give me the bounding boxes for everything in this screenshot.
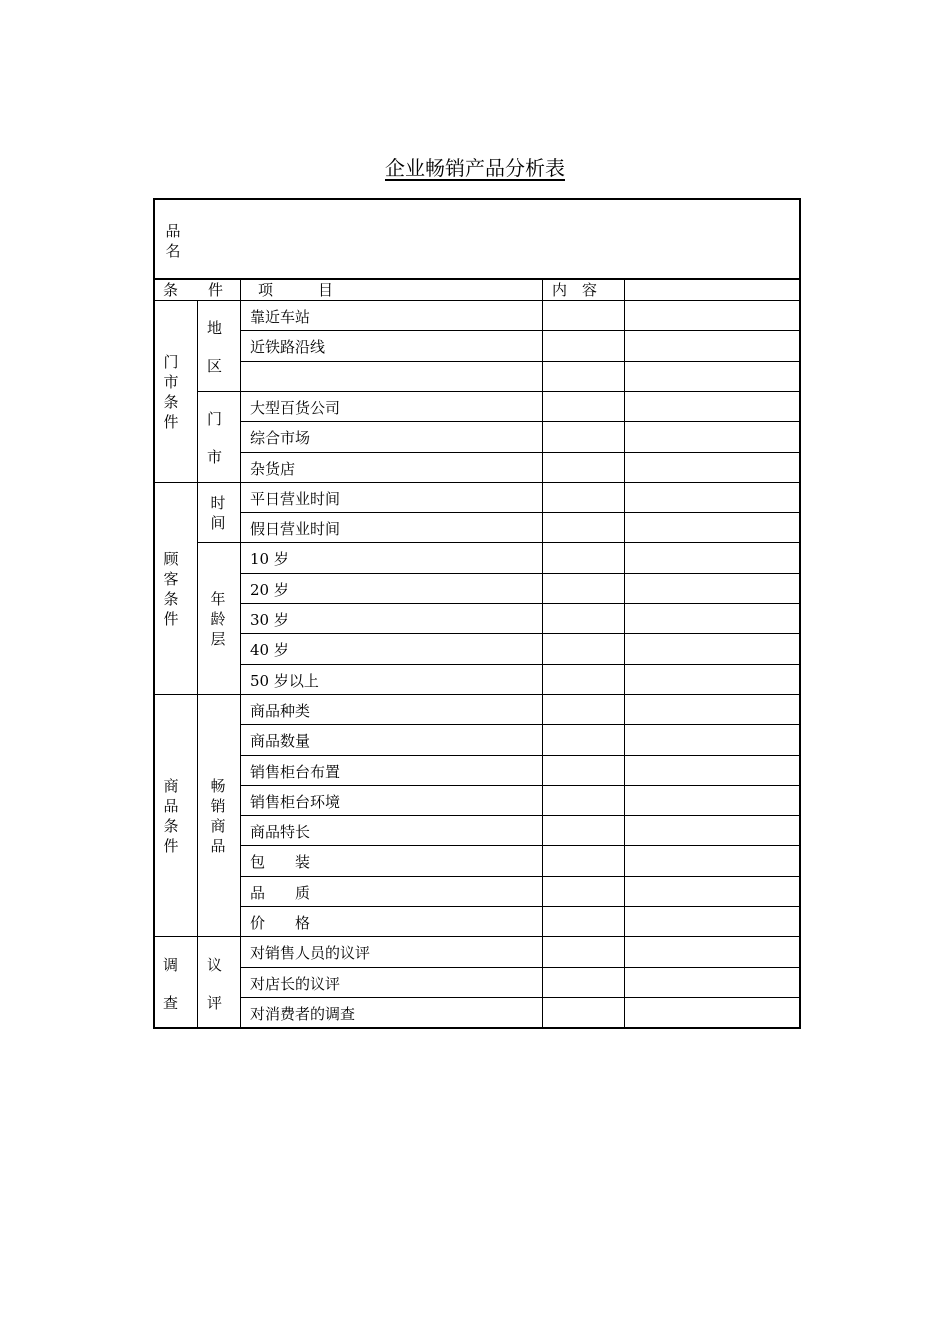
content-cell[interactable]	[543, 362, 624, 391]
extra-cell[interactable]	[625, 665, 799, 694]
content-cell[interactable]	[543, 604, 624, 633]
product-name-label: 品名	[165, 222, 181, 260]
category-label: 商品条件	[163, 777, 179, 856]
content-cell[interactable]	[543, 937, 624, 966]
content-cell[interactable]	[543, 877, 624, 906]
column-divider	[624, 300, 625, 1028]
item-cell: 综合市场	[250, 429, 311, 448]
item-cell: 30 岁	[250, 611, 289, 629]
column-divider	[240, 300, 241, 1028]
item-cell: 品 质	[250, 883, 311, 902]
header-content: 内 容	[552, 281, 598, 299]
content-cell[interactable]	[543, 786, 624, 815]
item-cell: 价 格	[250, 914, 311, 932]
content-cell[interactable]	[543, 998, 624, 1027]
item-cell: 50 岁以上	[250, 671, 319, 690]
item-cell: 商品种类	[250, 701, 311, 720]
column-divider	[240, 279, 241, 300]
content-cell[interactable]	[543, 907, 624, 936]
extra-cell[interactable]	[625, 816, 799, 845]
item-cell: 10 岁	[250, 550, 289, 569]
content-cell[interactable]	[543, 301, 624, 330]
subgroup-label: 评	[207, 993, 223, 1012]
category-label: 门市条件	[163, 352, 179, 431]
content-cell[interactable]	[543, 574, 624, 603]
subgroup-label: 时间	[210, 494, 226, 533]
content-cell[interactable]	[543, 634, 624, 663]
item-cell: 商品数量	[250, 732, 311, 751]
column-divider	[197, 300, 198, 1028]
column-divider	[542, 300, 543, 1028]
content-cell[interactable]	[543, 543, 624, 572]
extra-cell[interactable]	[625, 756, 799, 785]
extra-cell[interactable]	[625, 543, 799, 572]
column-divider	[624, 279, 625, 300]
subgroup-label: 区	[207, 357, 223, 376]
extra-cell[interactable]	[625, 453, 799, 482]
header-item: 项 目	[258, 281, 334, 299]
content-cell[interactable]	[543, 392, 624, 421]
content-cell[interactable]	[543, 846, 624, 875]
category-label: 调	[163, 955, 179, 974]
content-cell[interactable]	[543, 453, 624, 482]
item-cell: 商品特长	[250, 823, 311, 842]
extra-cell[interactable]	[625, 907, 799, 936]
extra-cell[interactable]	[625, 574, 799, 603]
content-cell[interactable]	[543, 331, 624, 360]
content-cell[interactable]	[543, 968, 624, 997]
item-cell: 对店长的议评	[250, 974, 341, 993]
subgroup-label: 年龄层	[210, 590, 226, 649]
column-divider	[542, 279, 543, 300]
extra-cell[interactable]	[625, 301, 799, 330]
extra-cell[interactable]	[625, 846, 799, 875]
extra-cell[interactable]	[625, 604, 799, 633]
item-cell: 20 岁	[250, 580, 289, 599]
item-cell: 40 岁	[250, 641, 289, 660]
item-cell: 平日营业时间	[250, 489, 341, 508]
subgroup-label: 市	[207, 448, 223, 467]
extra-cell[interactable]	[625, 998, 799, 1027]
extra-cell[interactable]	[625, 392, 799, 421]
content-cell[interactable]	[543, 665, 624, 694]
item-cell: 销售柜台环境	[250, 792, 341, 811]
page-title: 企业畅销产品分析表	[385, 156, 565, 180]
subgroup-label: 地	[207, 319, 223, 338]
item-cell: 假日营业时间	[250, 520, 341, 539]
content-cell[interactable]	[543, 756, 624, 785]
category-label: 查	[163, 993, 179, 1012]
extra-cell[interactable]	[625, 877, 799, 906]
extra-cell[interactable]	[625, 483, 799, 512]
extra-cell[interactable]	[625, 513, 799, 542]
analysis-table	[153, 198, 801, 1029]
content-cell[interactable]	[543, 513, 624, 542]
content-cell[interactable]	[543, 695, 624, 724]
category-label: 顾客条件	[163, 549, 179, 628]
header-condition: 条 件	[163, 281, 224, 299]
extra-cell[interactable]	[625, 422, 799, 451]
subgroup-label: 议	[207, 955, 223, 974]
extra-cell[interactable]	[625, 695, 799, 724]
extra-cell[interactable]	[625, 968, 799, 997]
content-cell[interactable]	[543, 816, 624, 845]
extra-cell[interactable]	[625, 362, 799, 391]
content-cell[interactable]	[543, 725, 624, 754]
extra-cell[interactable]	[625, 786, 799, 815]
content-cell[interactable]	[543, 422, 624, 451]
extra-cell[interactable]	[625, 725, 799, 754]
item-cell: 销售柜台布置	[250, 762, 341, 781]
extra-cell[interactable]	[625, 331, 799, 360]
extra-cell[interactable]	[625, 634, 799, 663]
item-cell: 包 装	[250, 853, 311, 872]
extra-cell[interactable]	[625, 937, 799, 966]
header-divider	[155, 278, 799, 280]
item-cell: 对销售人员的议评	[250, 944, 371, 963]
item-cell: 对消费者的调查	[250, 1004, 356, 1023]
item-cell: 杂货店	[250, 459, 296, 478]
item-cell: 靠近车站	[250, 308, 311, 326]
item-cell: 大型百货公司	[250, 398, 341, 417]
item-cell: 近铁路沿线	[250, 338, 326, 357]
subgroup-label: 畅销商品	[210, 777, 226, 856]
subgroup-label: 门	[207, 410, 223, 429]
content-cell[interactable]	[543, 483, 624, 512]
